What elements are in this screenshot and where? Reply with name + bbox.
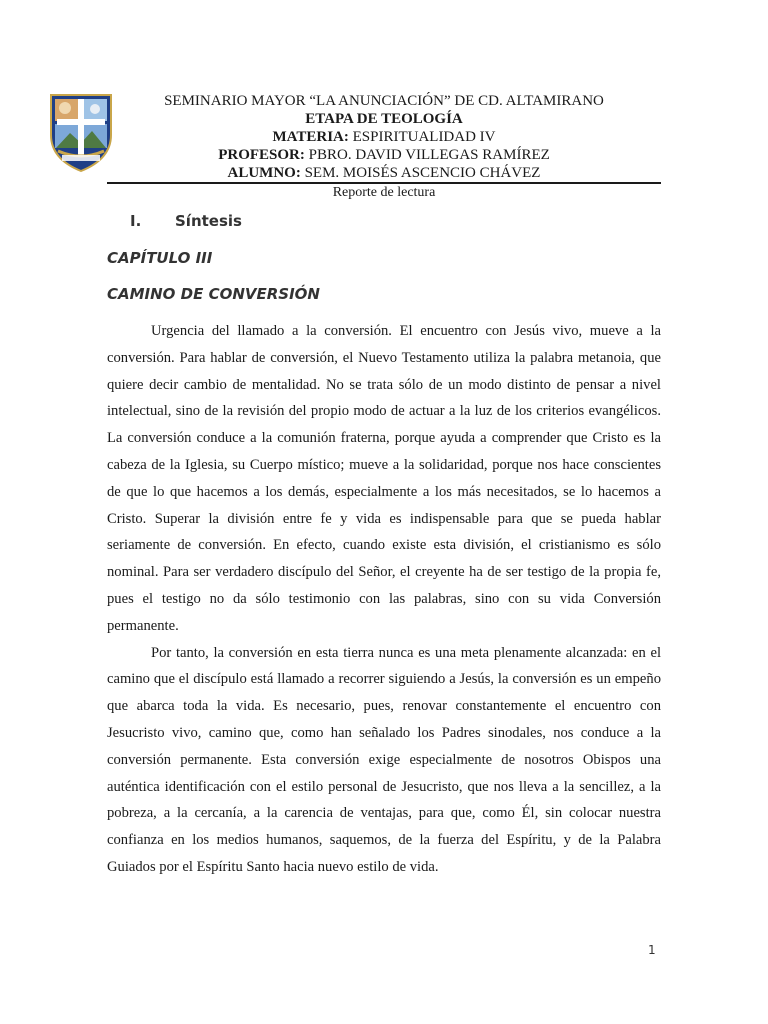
materia-line bbox=[107, 128, 661, 146]
alumno-line bbox=[107, 164, 661, 182]
report-subtitle: Reporte de lectura bbox=[332, 185, 436, 200]
stage-name: ETAPA DE TEOLOGÍA bbox=[305, 111, 463, 127]
document-header bbox=[107, 92, 661, 182]
seminary-crest-logo bbox=[48, 93, 114, 173]
paragraph: Urgencia del llamado a la conversión. El encuentro con Jesús vivo, mueve a la conversión. Para hablar de conversión, el Nuevo Testamento utiliza la palabra metanoia, que quiere decir cambio de mentalidad. No se trata sólo de un modo distinto de pensar a nivel intelectual, sino de la revisión del propio modo de actuar a la luz de los criterios evangélicos. La conversión conduce a la comunión fraterna, porque ayuda a comprender que Cristo es la cabeza de la Iglesia, su Cuerpo místico; mueve a la solidaridad, porque nos hace conscientes de que lo que hacemos a los demás, especialmente a los más necesitados, se lo hacemos a Cristo. Superar la división entre fe y vida es indispensable para que se pueda hablar seriamente de conversión. En efecto, cuando existe esta división, el cristianismo es sólo nominal. Para ser verdadero discípulo del Señor, el creyente ha de ser testigo de la propia fe, pues el testigo no da sólo testimonio con las palabras, sino con su vida Conversión permanente. bbox=[107, 323, 661, 634]
section-number: I. bbox=[130, 212, 142, 230]
alumno-value: SEM. MOISÉS ASCENCIO CHÁVEZ bbox=[300, 165, 541, 181]
alumno-label: ALUMNO: bbox=[227, 165, 301, 181]
page-number: 1 bbox=[648, 943, 656, 957]
materia-value: ESPIRITUALIDAD IV bbox=[348, 129, 496, 145]
section-heading bbox=[130, 212, 242, 230]
paragraph: Por tanto, la conversión en esta tierra nunca es una meta plenamente alcanzada: en el camino que el discípulo está llamado a recorrer siguiendo a Jesús, la conversión es un empeño que abarca toda la vida. Es necesario, pues, renovar constantemente el encuentro con Jesucristo vivo, camino que, como han señalado los Padres sinodales, nos conduce a la conversión permanente. Esta conversión exige especialmente de nosotros Obispos una auténtica identificación con el estilo personal de Jesucristo, que nos lleva a la sencillez, a la pobreza, a la cercanía, a la carencia de ventajas, para que, como Él, sin colocar nuestra confianza en los medios humanos, saquemos, de la fuerza del Espíritu, y de la Palabra Guiados por el Espíritu Santo hacia nuevo estilo de vida. bbox=[107, 644, 661, 875]
chapter-title: CAMINO DE CONVERSIÓN bbox=[107, 285, 320, 303]
institution-name: SEMINARIO MAYOR “LA ANUNCIACIÓN” DE CD. ALTAMIRANO bbox=[164, 93, 604, 109]
body-text bbox=[107, 318, 661, 881]
section-title: Síntesis bbox=[175, 212, 242, 230]
profesor-value: PBRO. DAVID VILLEGAS RAMÍREZ bbox=[304, 147, 550, 163]
materia-label: MATERIA: bbox=[272, 129, 349, 145]
profesor-label: PROFESOR: bbox=[218, 147, 305, 163]
chapter-number: CAPÍTULO III bbox=[107, 249, 213, 267]
profesor-line bbox=[107, 146, 661, 164]
